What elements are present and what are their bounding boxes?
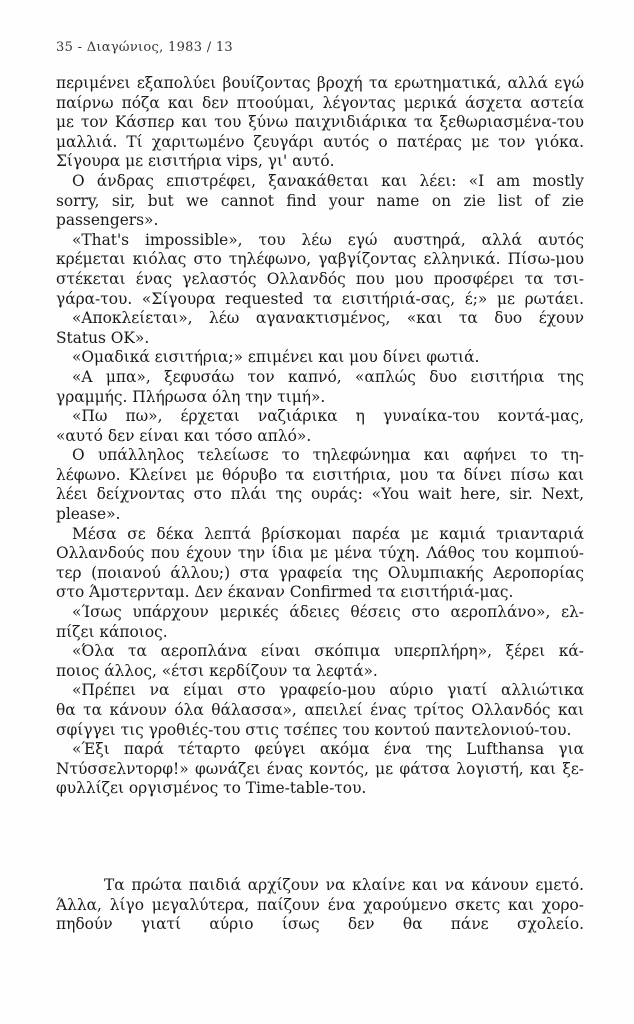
text-line: «Πρέπει να είμαι στο γραφείο-μου αύριο γιατί αλλιώτικα xyxy=(72,681,584,700)
text-line: κρέμεται κιόλας στο τηλέφωνο, γαβγίζοντας ελληνικά. Πίσω-μου xyxy=(56,250,584,269)
text-line: γάρα-του. «Σίγουρα requested τα εισιτήριά-σας, έ;» με ρωτάει. xyxy=(56,289,584,308)
text-line: λέφωνο. Κλείνει με θόρυβο τα εισιτήρια, μου τα δίνει πίσω και xyxy=(56,465,584,484)
text-line: «Πω πω», έρχεται ναζιάρικα η γυναίκα-του κοντά-μας, xyxy=(72,407,584,426)
text-line: παίρνω πόζα και δεν πτοούμαι, λέγοντας μερικά άσχετα αστεία xyxy=(56,93,584,112)
text-line: μαλλιά. Τί χαριτωμένο ζευγάρι αυτός ο πατέρας με τον γιόκα. xyxy=(56,132,584,151)
running-head: 35 - Διαγώνιος, 1983 / 13 xyxy=(56,40,233,55)
text-line: «Ίσως υπάρχουν μερικές άδειες θέσεις στο αεροπλάνο», ελ- xyxy=(72,603,584,622)
text-line: ποιος άλλος, «έτσι κερδίζουν τα λεφτά». xyxy=(56,661,378,680)
text-line: φυλλίζει οργισμένος το Time-table-του. xyxy=(56,779,367,798)
text-line: θα τα κάνουν όλα θάλασσα», απειλεί ένας τρίτος Ολλανδός και xyxy=(56,701,584,719)
closing-paragraph xyxy=(56,876,584,935)
text-line: «That's impossible», του λέω εγώ αυστηρά, αλλά αυτός xyxy=(72,230,584,249)
text-line: «Έξι παρά τέταρτο φεύγει ακόμα ένα της Lufthansa για xyxy=(72,740,584,759)
text-line: «αυτό δεν είναι και τόσο απλό». xyxy=(56,426,312,445)
text-line: Ο άνδρας επιστρέφει, ξανακάθεται και λέει: «I am mostly xyxy=(72,171,584,190)
text-line: «Α μπα», ξεφυσάω τον καπνό, «απλώς δυο εισιτήρια της xyxy=(72,367,584,386)
text-line: «Ομαδικά εισιτήρια;» επιμένει και μου δίνει φωτιά. xyxy=(72,348,480,367)
main-text-block xyxy=(56,74,584,799)
text-line: sorry, sir, but we cannot find your name on zie list of zie xyxy=(56,191,584,210)
text-line: λέει δείχνοντας στο πλάι της ουράς: «You wait here, sir. Next, xyxy=(56,485,584,504)
text-line: Τα πρώτα παιδιά αρχίζουν να κλαίνε και να κάνουν εμετό. xyxy=(104,876,584,894)
text-line: πίζει κάποιος. xyxy=(56,622,168,641)
text-line: πηδούν γιατί αύριο ίσως δεν θα πάνε σχολείο. xyxy=(56,915,584,934)
text-line: passengers». xyxy=(56,211,159,230)
text-line: σφίγγει τις γροθιές-του στις τσέπες του κοντού παντελονιού-του. xyxy=(56,720,572,739)
text-line: Status OK». xyxy=(56,328,150,347)
text-line: στέκεται ένας γελαστός Ολλανδός που μου προσφέρει τα τσι- xyxy=(56,269,584,288)
text-line: γραμμής. Πλήρωσα όλη την τιμή». xyxy=(56,387,326,406)
text-line: Άλλα, λίγο μεγαλύτερα, παίζουν ένα χαρούμενο σκετς και χορο- xyxy=(56,895,584,914)
text-line: «Όλα τα αεροπλάνα είναι σκόπιμα υπερπλήρη», ξέρει κά- xyxy=(72,642,584,661)
text-line: Ντύσσελντορφ!» φωνάζει ένας κοντός, με φάτσα λογιστή, και ξε- xyxy=(56,759,584,778)
text-line: Ο υπάλληλος τελείωσε το τηλεφώνημα και αφήνει το τη- xyxy=(72,446,584,465)
text-line: με τον Κάσπερ και του ξύνω παιχνιδιάρικα τα ξεθωριασμένα-του xyxy=(56,113,584,132)
text-line: τερ (ποιανού άλλου;) στα γραφεία της Ολυμπιακής Αεροπορίας xyxy=(56,563,584,582)
text-line: please». xyxy=(56,505,121,524)
text-line: Σίγουρα με εισιτήρια vips, γι' αυτό. xyxy=(56,152,335,171)
text-line: «Αποκλείεται», λέω αγανακτισμένος, «και τα δυο έχουν xyxy=(72,309,584,328)
text-line: Ολλανδούς που έχουν την ίδια με μένα τύχη. Λάθος του κομπιού- xyxy=(56,544,584,563)
text-line: Μέσα σε δέκα λεπτά βρίσκομαι παρέα με καμιά τριανταριά xyxy=(72,524,584,543)
text-line: περιμένει εξαπολύει βουίζοντας βροχή τα ερωτηματικά, αλλά εγώ xyxy=(56,74,584,92)
text-line: στο Άμστερνταμ. Δεν έκαναν Confirmed τα εισιτήριά-μας. xyxy=(56,583,514,602)
